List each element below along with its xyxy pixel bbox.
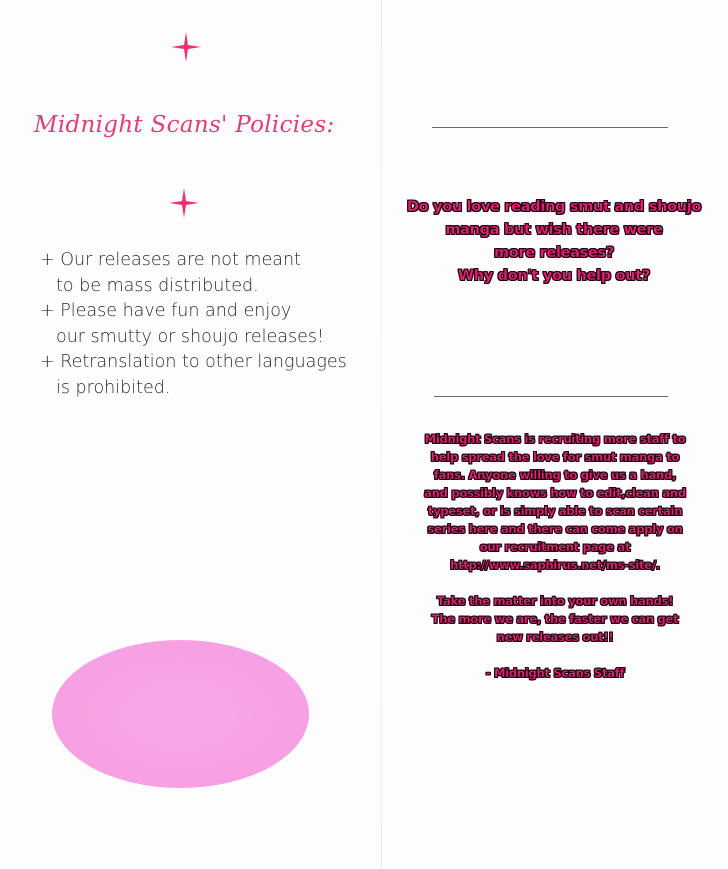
question-line: Do you love reading smut and shoujo	[406, 199, 702, 215]
policy-line: + Our releases are not meant	[40, 250, 301, 270]
divider-line	[434, 396, 668, 397]
policies-title: Midnight Scans' Policies:	[34, 112, 335, 138]
policy-line: + Retranslation to other languages	[40, 352, 347, 372]
spacer	[410, 574, 700, 592]
recruit-message	[410, 430, 700, 682]
question-line: Why don't you help out?	[458, 268, 650, 284]
recruit-line: our recruitment page at	[479, 540, 631, 554]
policy-item	[40, 350, 370, 401]
call-line: new releases out!!	[496, 630, 614, 644]
recruit-line: typeset, or is simply able to scan certain	[427, 504, 683, 518]
call-line: The more we are, the faster we can get	[431, 612, 679, 626]
call-line: Take the matter into your own hands!	[436, 594, 674, 608]
policy-line: is prohibited.	[56, 377, 171, 398]
policy-line: our smutty or shoujo releases!	[56, 326, 325, 347]
recruit-question	[404, 196, 704, 288]
recruit-line: series here and there can come apply on	[427, 522, 683, 536]
policy-list	[40, 248, 370, 401]
sparkle-icon	[169, 188, 199, 218]
question-line: more releases?	[494, 245, 614, 261]
recruitment-url: http://www.saphirus.net/ms-site/.	[450, 558, 660, 572]
recruit-line: and possibly knows how to edit,clean and	[424, 486, 686, 500]
page-fold	[381, 0, 382, 869]
pink-oval-decoration	[52, 640, 309, 788]
policy-line: to be mass distributed.	[56, 275, 259, 296]
policy-item	[40, 299, 370, 350]
question-line: manga but wish there were	[445, 222, 663, 238]
divider-line	[432, 127, 668, 128]
spacer	[410, 646, 700, 664]
policy-item	[40, 248, 370, 299]
recruit-line: fans. Anyone willing to give us a hand,	[433, 468, 677, 482]
recruit-line: Midnight Scans is recruiting more staff to	[424, 432, 686, 446]
sparkle-icon	[171, 32, 201, 62]
recruit-line: help spread the love for smut manga to	[430, 450, 680, 464]
signature: - Midnight Scans Staff	[485, 666, 625, 680]
policy-line: + Please have fun and enjoy	[40, 301, 292, 321]
